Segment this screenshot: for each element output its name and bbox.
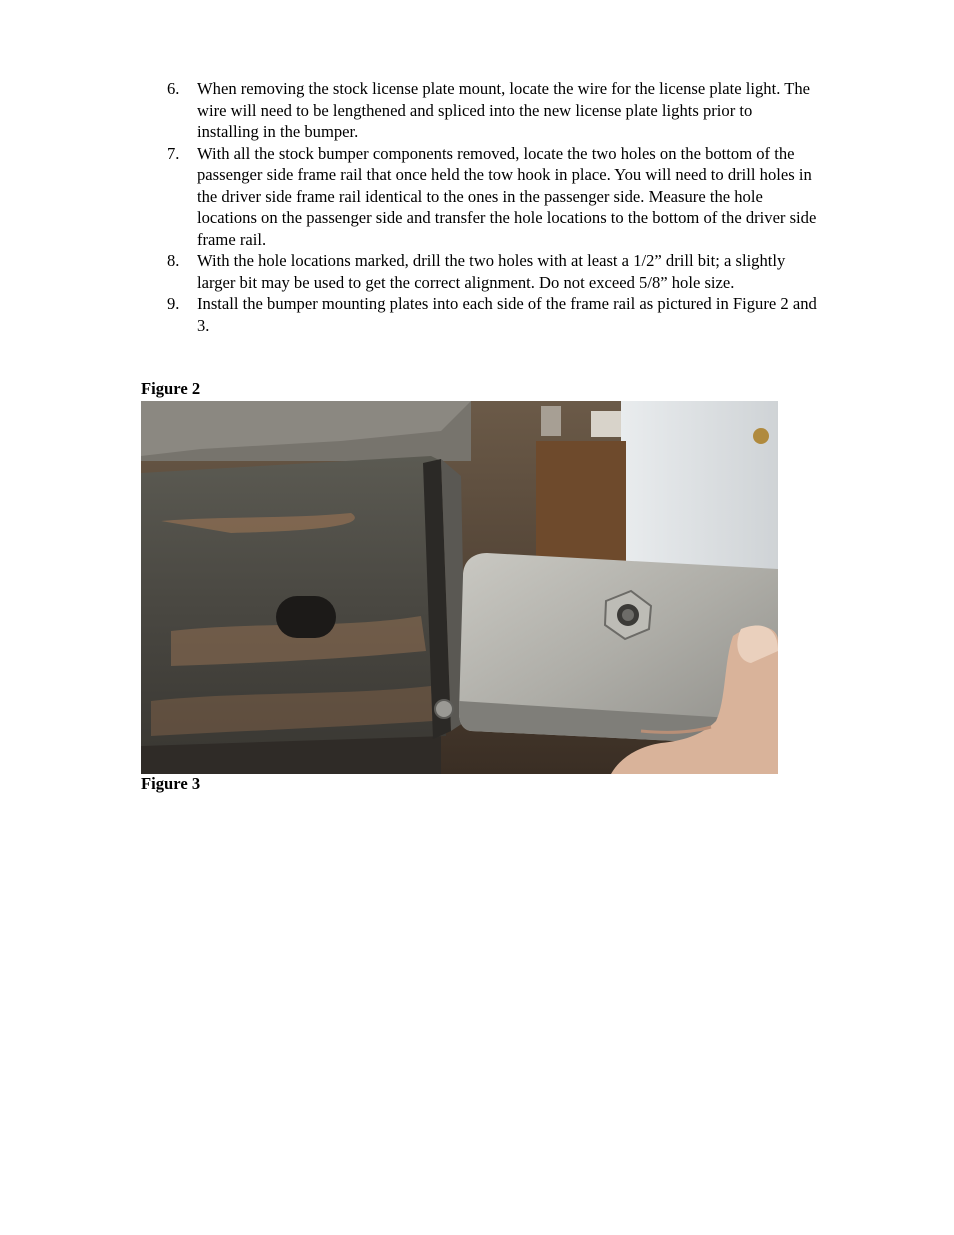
step-number: 6.: [167, 79, 180, 98]
step-text: When removing the stock license plate mount, locate the wire for the license plate light. The wire will need to be lengthened and spliced into the new license plate lights prior to installing in the bumper.: [197, 79, 810, 141]
step-item: [167, 250, 817, 293]
step-number: 8.: [167, 251, 180, 270]
step-number: 7.: [167, 143, 180, 163]
step-item: [167, 143, 817, 251]
step-item: [167, 293, 817, 336]
step-text: With the hole locations marked, drill the two holes with at least a 1/2” drill bit; a slightly larger bit may be used to get the correct alignment. Do not exceed 5/8” hole size.: [197, 251, 786, 292]
figure-2-photo: [141, 401, 778, 774]
figure-2-caption: Figure 2: [141, 379, 201, 398]
instruction-steps: [167, 78, 817, 336]
step-text: With all the stock bumper components removed, locate the two holes on the bottom of the passenger side frame rail that once held the tow hook in place. You will need to drill holes in the driver side frame rail identical to the ones in the passenger side. Measure the hole locations on the passenger side and transfer the hole locations to the bottom of the driver side frame rail.: [197, 143, 817, 249]
step-item: [167, 78, 817, 143]
step-text: Install the bumper mounting plates into each side of the frame rail as pictured in Figure 2 and 3.: [197, 294, 817, 335]
frame-rail-photo-illustration: [141, 401, 778, 774]
step-number: 9.: [167, 294, 180, 313]
figure-3-caption: Figure 3: [141, 774, 201, 793]
